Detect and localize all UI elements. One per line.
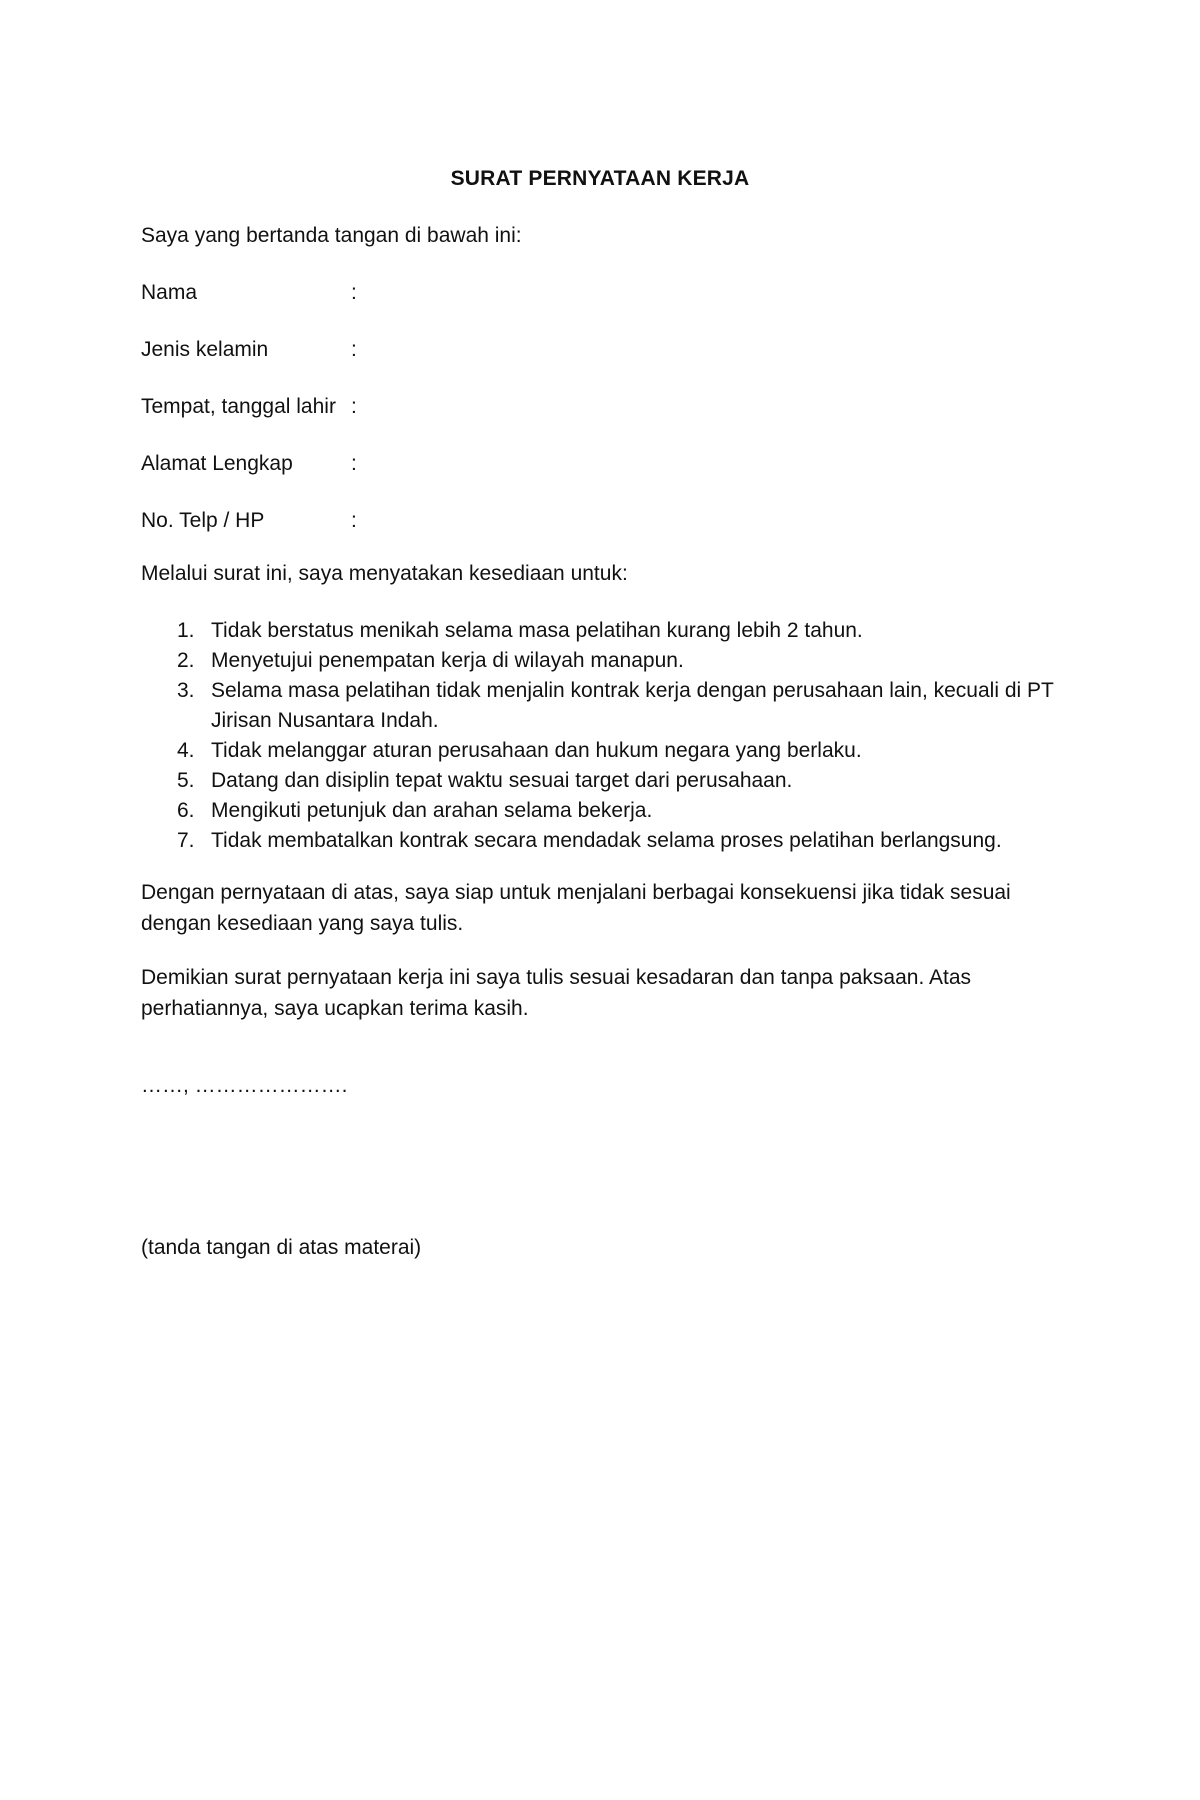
- list-item-number: 6.: [177, 799, 195, 822]
- field-colon-nama: :: [351, 281, 357, 304]
- intro-text: Saya yang bertanda tangan di bawah ini:: [141, 224, 522, 247]
- list-item-text: Tidak membatalkan kontrak secara mendadak selama proses pelatihan berlangsung.: [211, 829, 1002, 852]
- field-label-jenis-kelamin: Jenis kelamin: [141, 338, 269, 361]
- list-item: [141, 766, 1081, 796]
- list-item-number: 2.: [177, 649, 195, 672]
- list-item-text: Datang dan disiplin tepat waktu sesuai target dari perusahaan.: [211, 769, 793, 792]
- list-item-number: 3.: [177, 679, 195, 702]
- list-item-text: Tidak melanggar aturan perusahaan dan hukum negara yang berlaku.: [211, 739, 862, 762]
- list-item: [141, 826, 1081, 856]
- field-colon-no-telp: :: [351, 509, 357, 532]
- field-label-tempat-tanggal-lahir: Tempat, tanggal lahir: [141, 395, 336, 418]
- list-item-number: 4.: [177, 739, 195, 762]
- list-item: [141, 796, 1081, 826]
- list-item: [141, 676, 1081, 736]
- statement-intro: Melalui surat ini, saya menyatakan kesediaan untuk:: [141, 562, 628, 585]
- list-item: [141, 616, 1081, 646]
- list-item: [141, 646, 1081, 676]
- list-item-text: Selama masa pelatihan tidak menjalin kontrak kerja dengan perusahaan lain, kecuali di PT Jirisan Nusantara Indah.: [211, 679, 1054, 732]
- field-label-alamat-lengkap: Alamat Lengkap: [141, 452, 293, 475]
- field-label-nama: Nama: [141, 281, 198, 304]
- consequence-paragraph: Dengan pernyataan di atas, saya siap untuk menjalani berbagai konsekuensi jika tidak sesuai dengan kesediaan yang saya tulis.: [141, 881, 1011, 935]
- closing-paragraph: Demikian surat pernyataan kerja ini saya tulis sesuai kesadaran dan tanpa paksaan. Atas perhatiannya, saya ucapkan terima kasih.: [141, 966, 971, 1020]
- list-item-number: 5.: [177, 769, 195, 792]
- commitment-list: [141, 616, 1081, 856]
- signature-note: (tanda tangan di atas materai): [141, 1236, 422, 1259]
- list-item-text: Tidak berstatus menikah selama masa pelatihan kurang lebih 2 tahun.: [211, 619, 863, 642]
- list-item: [141, 736, 1081, 766]
- list-item-number: 1.: [177, 619, 195, 642]
- list-item-number: 7.: [177, 829, 195, 852]
- field-colon-tempat-tanggal-lahir: :: [351, 395, 357, 418]
- field-colon-jenis-kelamin: :: [351, 338, 357, 361]
- field-label-no-telp: No. Telp / HP: [141, 509, 265, 532]
- list-item-text: Mengikuti petunjuk dan arahan selama bekerja.: [211, 799, 653, 822]
- field-colon-alamat-lengkap: :: [351, 452, 357, 475]
- document-title: SURAT PERNYATAAN KERJA: [450, 167, 750, 190]
- list-item-text: Menyetujui penempatan kerja di wilayah manapun.: [211, 649, 684, 672]
- place-date-line: ……, ………………….: [141, 1074, 348, 1097]
